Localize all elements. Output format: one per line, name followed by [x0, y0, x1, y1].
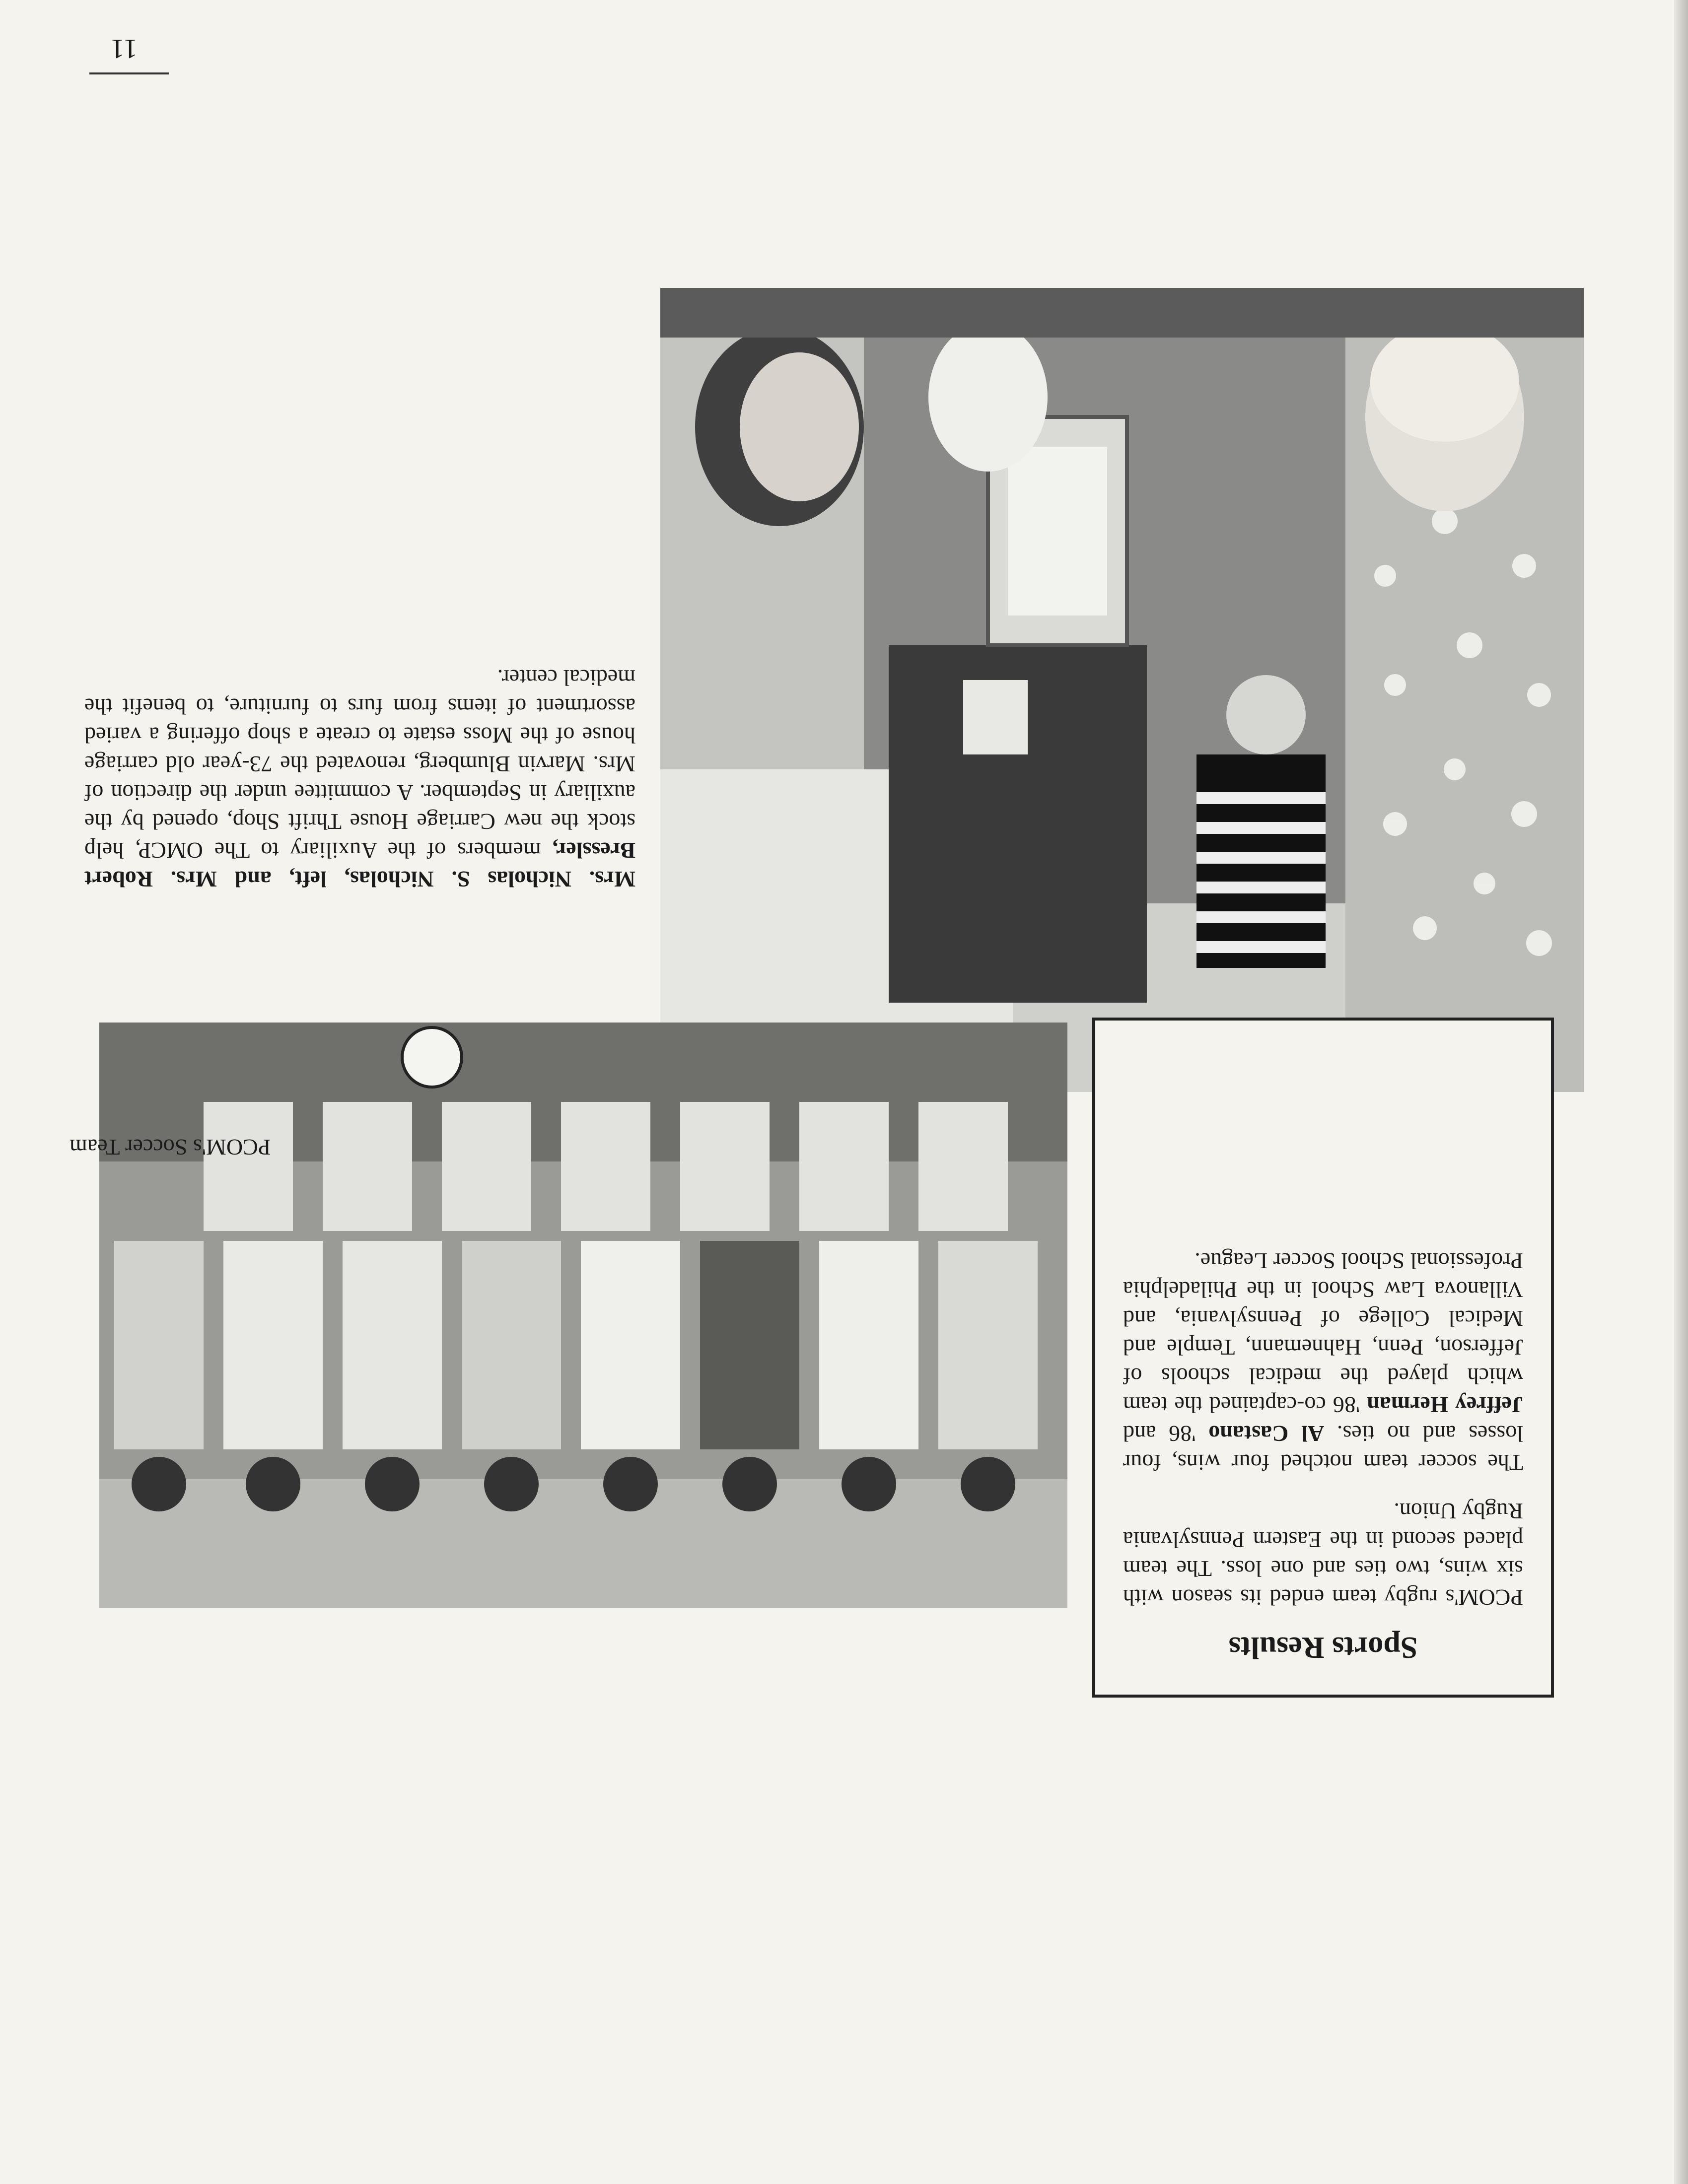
- rugby-paragraph: PCOM's rugby team ended its season with six wins, two ties and one loss. The team placed second in the Eastern Pennsylvania Rugby Union.: [1123, 1499, 1523, 1610]
- thrift-shop-photo-art: [660, 288, 1584, 1092]
- soccer-mid: '86 and: [1123, 1421, 1196, 1446]
- soccer-team-photo: [99, 1023, 1067, 1608]
- thrift-shop-caption: [84, 663, 635, 893]
- page-number-rule: [89, 72, 169, 74]
- soccer-rest: '86 co-captained the team which played the medical schools of Jefferson, Penn, Hahnemann, Temple and Medical College of Pennsylvania, and Villanova Law School in the Philadelphia Professional School Soccer League.: [1123, 1248, 1523, 1418]
- caption-lead: Mrs. Nicholas S. Nicholas, left, and Mrs. Robert Bressler,: [84, 838, 635, 892]
- soccer-team-photo-art: [99, 1023, 1067, 1608]
- captain-castano: Al Castano: [1208, 1421, 1325, 1446]
- soccer-team-caption: PCOM's Soccer Team: [70, 1135, 271, 1160]
- captain-herman: Jeffrey Herman: [1367, 1392, 1523, 1418]
- soccer-paragraph: [1123, 1246, 1523, 1477]
- sports-results-title: Sports Results: [1228, 1631, 1418, 1664]
- caption-body: members of the Auxiliary to The OMCP, help stock the new Carriage House Thrift Shop, opened by the auxiliary in September. A committee under the direction of Mrs. Marvin Blumberg, renovated the 73-year old carriage house of the Moss estate to create a shop offering a varied assortment of items from furs to furniture, to benefit the medical center.: [84, 665, 635, 863]
- page-number: 11: [111, 33, 138, 64]
- soccer-intro: The soccer team notched four wins, four losses and no ties.: [1123, 1421, 1523, 1475]
- thrift-shop-photo: [660, 288, 1584, 1092]
- sports-results-box: [1092, 1018, 1554, 1698]
- binding-edge: [1674, 0, 1688, 2184]
